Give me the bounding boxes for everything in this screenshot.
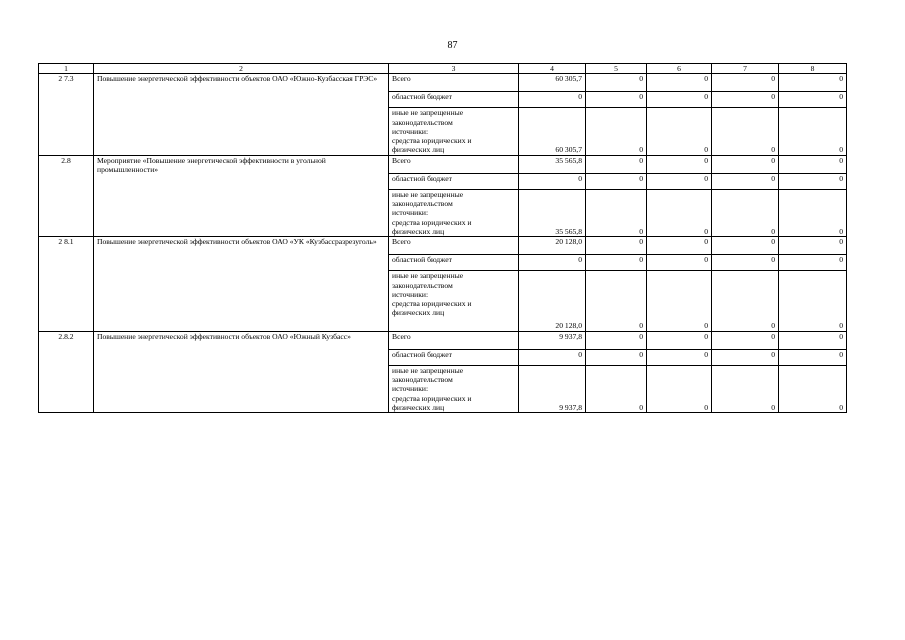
amount-cell: 0 <box>779 331 847 349</box>
amount-cell: 0 <box>647 271 712 331</box>
funding-source: Всего <box>389 155 519 173</box>
measure-title: Повышение энергетической эффективности объектов ОАО «Южно-Кузбасская ГРЭС» <box>94 74 389 155</box>
amount-cell: 0 <box>779 74 847 92</box>
amount-cell: 0 <box>779 349 847 365</box>
amount-cell: 0 <box>712 108 779 155</box>
table-header <box>39 64 847 74</box>
column-header: 8 <box>779 64 847 74</box>
amount-cell: 0 <box>712 271 779 331</box>
column-header: 6 <box>647 64 712 74</box>
funding-source-line: источники: <box>392 384 429 394</box>
amount-cell: 9 937,8 <box>519 331 586 349</box>
amount-cell: 60 305,7 <box>519 74 586 92</box>
amount-cell: 0 <box>779 173 847 189</box>
amount-cell: 0 <box>647 237 712 255</box>
amount-cell: 0 <box>647 74 712 92</box>
funding-source <box>389 189 519 236</box>
amount-cell: 0 <box>647 92 712 108</box>
amount-cell: 0 <box>712 74 779 92</box>
amount-cell: 0 <box>779 189 847 236</box>
funding-source-line: законодательством <box>392 199 453 209</box>
amount-cell: 0 <box>519 173 586 189</box>
amount-cell: 0 <box>519 92 586 108</box>
amount-cell: 0 <box>586 349 647 365</box>
column-header: 4 <box>519 64 586 74</box>
funding-source: областной бюджет <box>389 349 519 365</box>
amount-cell: 0 <box>586 365 647 412</box>
amount-cell: 0 <box>586 331 647 349</box>
amount-cell: 0 <box>712 189 779 236</box>
funding-source-line: иные не запрещенные <box>392 189 464 199</box>
funding-table <box>38 63 847 413</box>
funding-source-line: средства юридических и <box>392 136 472 146</box>
amount-cell: 0 <box>586 237 647 255</box>
column-header: 5 <box>586 64 647 74</box>
measure-code: 2.8 <box>39 155 94 236</box>
amount-cell: 0 <box>586 255 647 271</box>
column-header: 2 <box>94 64 389 74</box>
funding-source: Всего <box>389 331 519 349</box>
amount-cell: 0 <box>779 365 847 412</box>
measure-title: Мероприятие «Повышение энергетической эффективности в угольной промышленности» <box>94 155 389 236</box>
amount-cell: 0 <box>586 108 647 155</box>
funding-source: областной бюджет <box>389 92 519 108</box>
amount-cell: 0 <box>586 92 647 108</box>
amount-cell: 9 937,8 <box>519 365 586 412</box>
column-header: 1 <box>39 64 94 74</box>
amount-cell: 0 <box>647 108 712 155</box>
table-row <box>39 74 847 92</box>
amount-cell: 0 <box>712 92 779 108</box>
amount-cell: 0 <box>586 189 647 236</box>
measure-code: 2.8.2 <box>39 331 94 412</box>
measure-title: Повышение энергетической эффективности объектов ОАО «УК «Кузбассразрезуголь» <box>94 237 389 331</box>
funding-source-line: физических лиц <box>392 226 445 236</box>
funding-source: областной бюджет <box>389 255 519 271</box>
funding-source-line: иные не запрещенные <box>392 108 464 118</box>
measure-code: 2 8.1 <box>39 237 94 331</box>
funding-source-line: физических лиц <box>392 145 445 155</box>
measure-code: 2 7.3 <box>39 74 94 155</box>
column-header: 7 <box>712 64 779 74</box>
amount-cell: 20 128,0 <box>519 271 586 331</box>
amount-cell: 0 <box>779 255 847 271</box>
amount-cell: 0 <box>647 173 712 189</box>
amount-cell: 0 <box>779 92 847 108</box>
funding-source: Всего <box>389 237 519 255</box>
amount-cell: 0 <box>779 271 847 331</box>
amount-cell: 0 <box>519 255 586 271</box>
funding-source-line: физических лиц <box>392 308 445 318</box>
funding-source-line: физических лиц <box>392 402 445 412</box>
amount-cell: 0 <box>712 237 779 255</box>
amount-cell: 0 <box>712 173 779 189</box>
funding-source-line: средства юридических и <box>392 393 472 403</box>
amount-cell: 35 565,8 <box>519 155 586 173</box>
column-header: 3 <box>389 64 519 74</box>
table-row <box>39 237 847 255</box>
amount-cell: 0 <box>647 155 712 173</box>
amount-cell: 0 <box>586 155 647 173</box>
funding-source <box>389 271 519 331</box>
amount-cell: 0 <box>586 271 647 331</box>
funding-source-line: законодательством <box>392 375 453 385</box>
funding-source-line: иные не запрещенные <box>392 365 464 375</box>
funding-source-line: средства юридических и <box>392 299 472 309</box>
amount-cell: 0 <box>647 189 712 236</box>
funding-source <box>389 108 519 155</box>
measure-title: Повышение энергетической эффективности объектов ОАО «Южный Кузбасс» <box>94 331 389 412</box>
amount-cell: 0 <box>586 173 647 189</box>
table-row <box>39 331 847 349</box>
amount-cell: 35 565,8 <box>519 189 586 236</box>
funding-source-line: иные не запрещенные <box>392 271 464 281</box>
funding-source-line: источники: <box>392 126 429 136</box>
funding-source-line: источники: <box>392 289 429 299</box>
table-row <box>39 155 847 173</box>
amount-cell: 0 <box>519 349 586 365</box>
page-number: 87 <box>447 40 458 51</box>
funding-source-line: законодательством <box>392 280 453 290</box>
funding-source-line: законодательством <box>392 117 453 127</box>
amount-cell: 0 <box>712 255 779 271</box>
amount-cell: 0 <box>647 365 712 412</box>
amount-cell: 0 <box>712 331 779 349</box>
funding-source-line: источники: <box>392 208 429 218</box>
amount-cell: 0 <box>712 155 779 173</box>
table-body <box>39 74 847 413</box>
amount-cell: 60 305,7 <box>519 108 586 155</box>
amount-cell: 0 <box>779 237 847 255</box>
amount-cell: 0 <box>779 108 847 155</box>
amount-cell: 0 <box>586 74 647 92</box>
funding-source <box>389 365 519 412</box>
header-row <box>39 64 847 74</box>
funding-source: областной бюджет <box>389 173 519 189</box>
amount-cell: 0 <box>779 155 847 173</box>
funding-source-line: средства юридических и <box>392 217 472 227</box>
funding-source: Всего <box>389 74 519 92</box>
amount-cell: 0 <box>647 331 712 349</box>
amount-cell: 0 <box>647 349 712 365</box>
amount-cell: 20 128,0 <box>519 237 586 255</box>
amount-cell: 0 <box>712 365 779 412</box>
amount-cell: 0 <box>647 255 712 271</box>
amount-cell: 0 <box>712 349 779 365</box>
